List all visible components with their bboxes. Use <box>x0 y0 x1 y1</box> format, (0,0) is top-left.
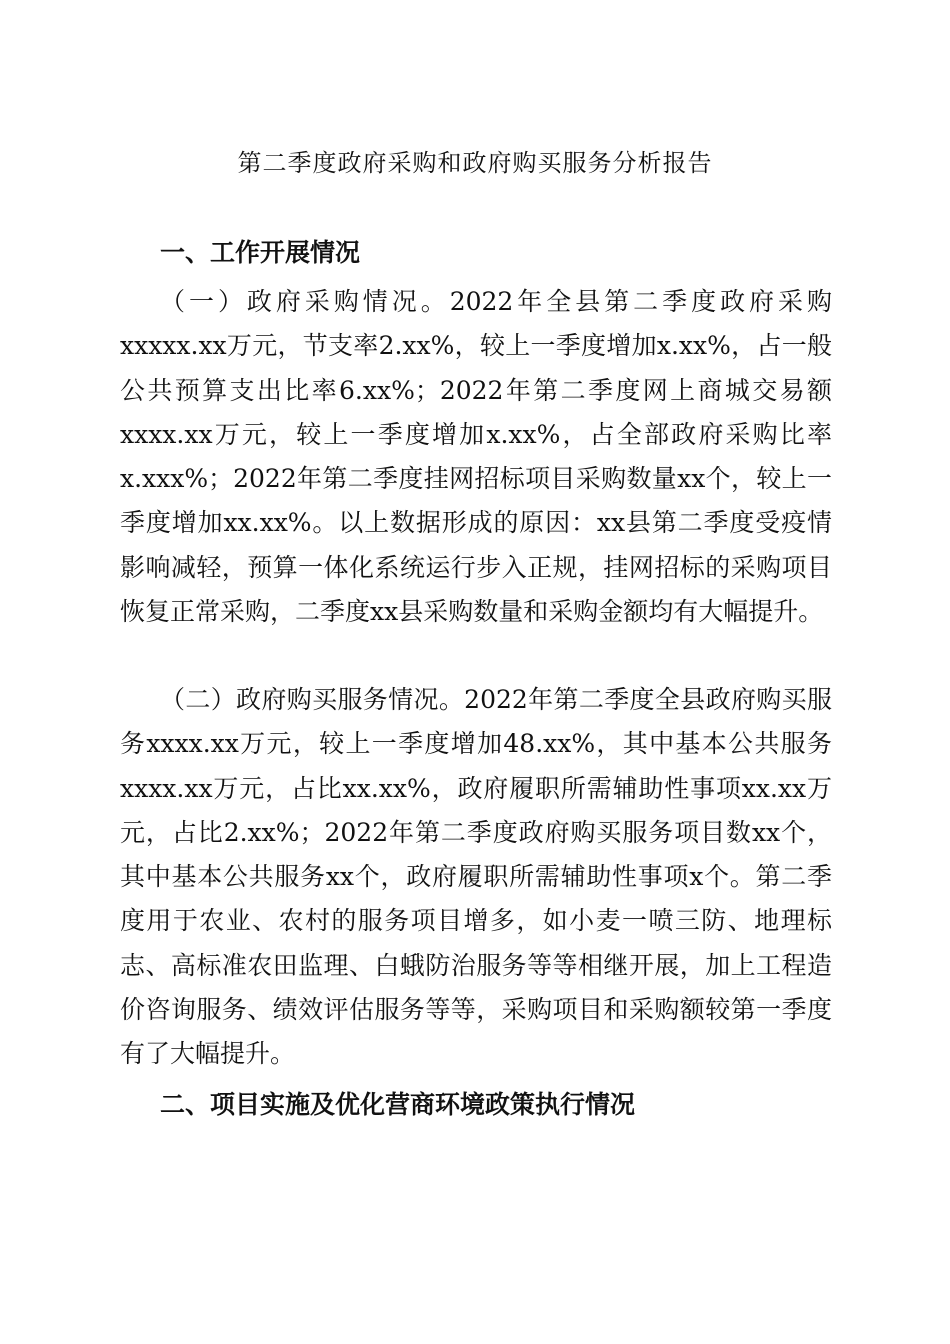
paragraph-government-procurement: （一）政府采购情况。2022年全县第二季度政府采购xxxxx.xx万元，节支率2.xx%，较上一季度增加x.xx%，占一般公共预算支出比率6.xx%；2022年第二季度网上商城交易额xxxx.xx万元，较上一季度增加x.xx%，占全部政府采购比率x.xxx%；2022年第二季度挂网招标项目采购数量xx个，较上一季度增加xx.xx%。以上数据形成的原因：xx县第二季度受疫情影响减轻，预算一体化系统运行步入正规，挂网招标的采购项目恢复正常采购，二季度xx县采购数量和采购金额均有大幅提升。 <box>120 287 832 627</box>
paragraph-government-purchased-services: （二）政府购买服务情况。2022年第二季度全县政府购买服务xxxx.xx万元，较上一季度增加48.xx%，其中基本公共服务xxxx.xx万元，占比xx.xx%，政府履职所需辅助性事项xx.xx万元，占比2.xx%；2022年第二季度政府购买服务项目数xx个，其中基本公共服务xx个，政府履职所需辅助性事项x个。第二季度用于农业、农村的服务项目增多，如小麦一喷三防、地理标志、高标准农田监理、白蛾防治服务等等相继开展，加上工程造价咨询服务、绩效评估服务等等，采购项目和采购额较第一季度有了大幅提升。 <box>120 685 832 1069</box>
document-title: 第二季度政府采购和政府购买服务分析报告 <box>237 149 713 177</box>
section-heading-project-implementation: 二、项目实施及优化营商环境政策执行情况 <box>160 1090 636 1119</box>
section-heading-work-progress: 一、工作开展情况 <box>160 238 361 267</box>
